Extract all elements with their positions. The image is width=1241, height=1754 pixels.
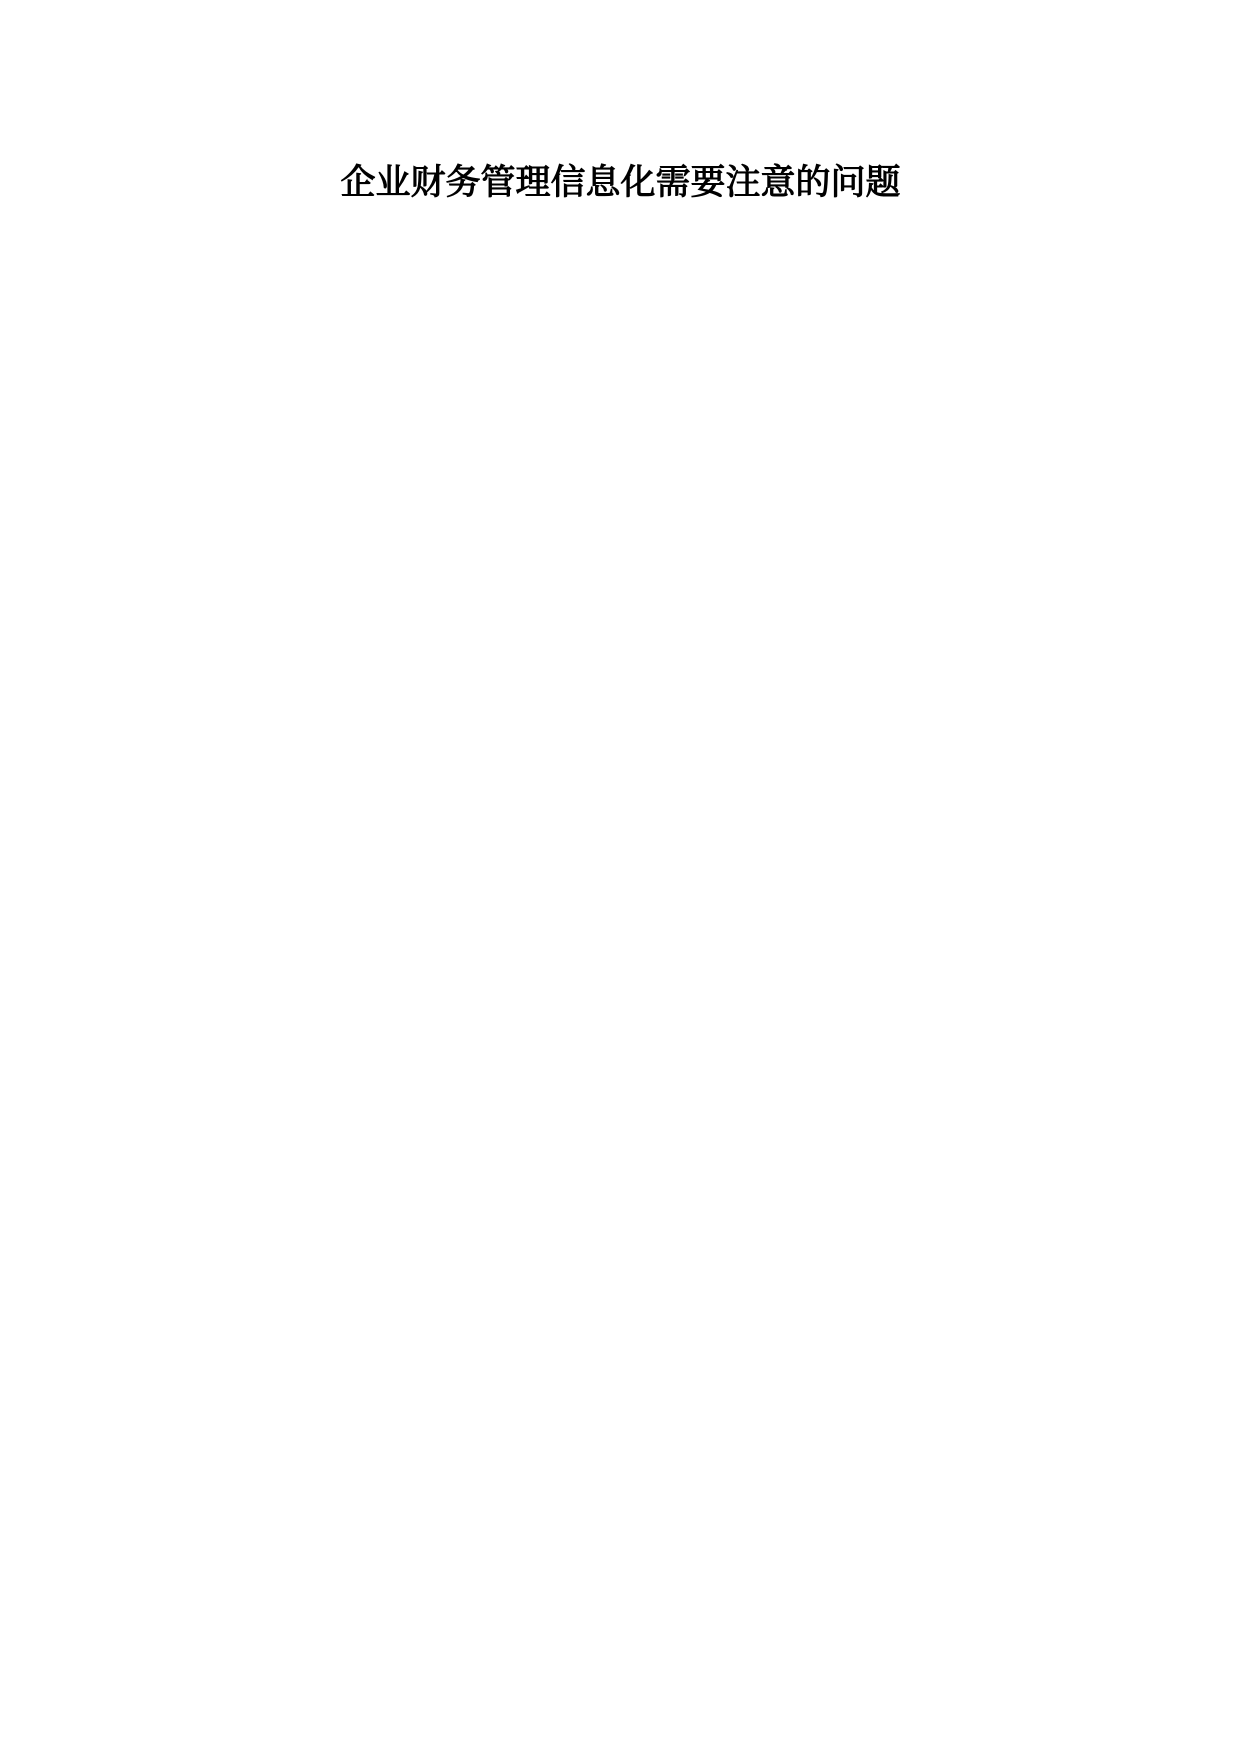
document-title: 企业财务管理信息化需要注意的问题 <box>340 163 901 203</box>
